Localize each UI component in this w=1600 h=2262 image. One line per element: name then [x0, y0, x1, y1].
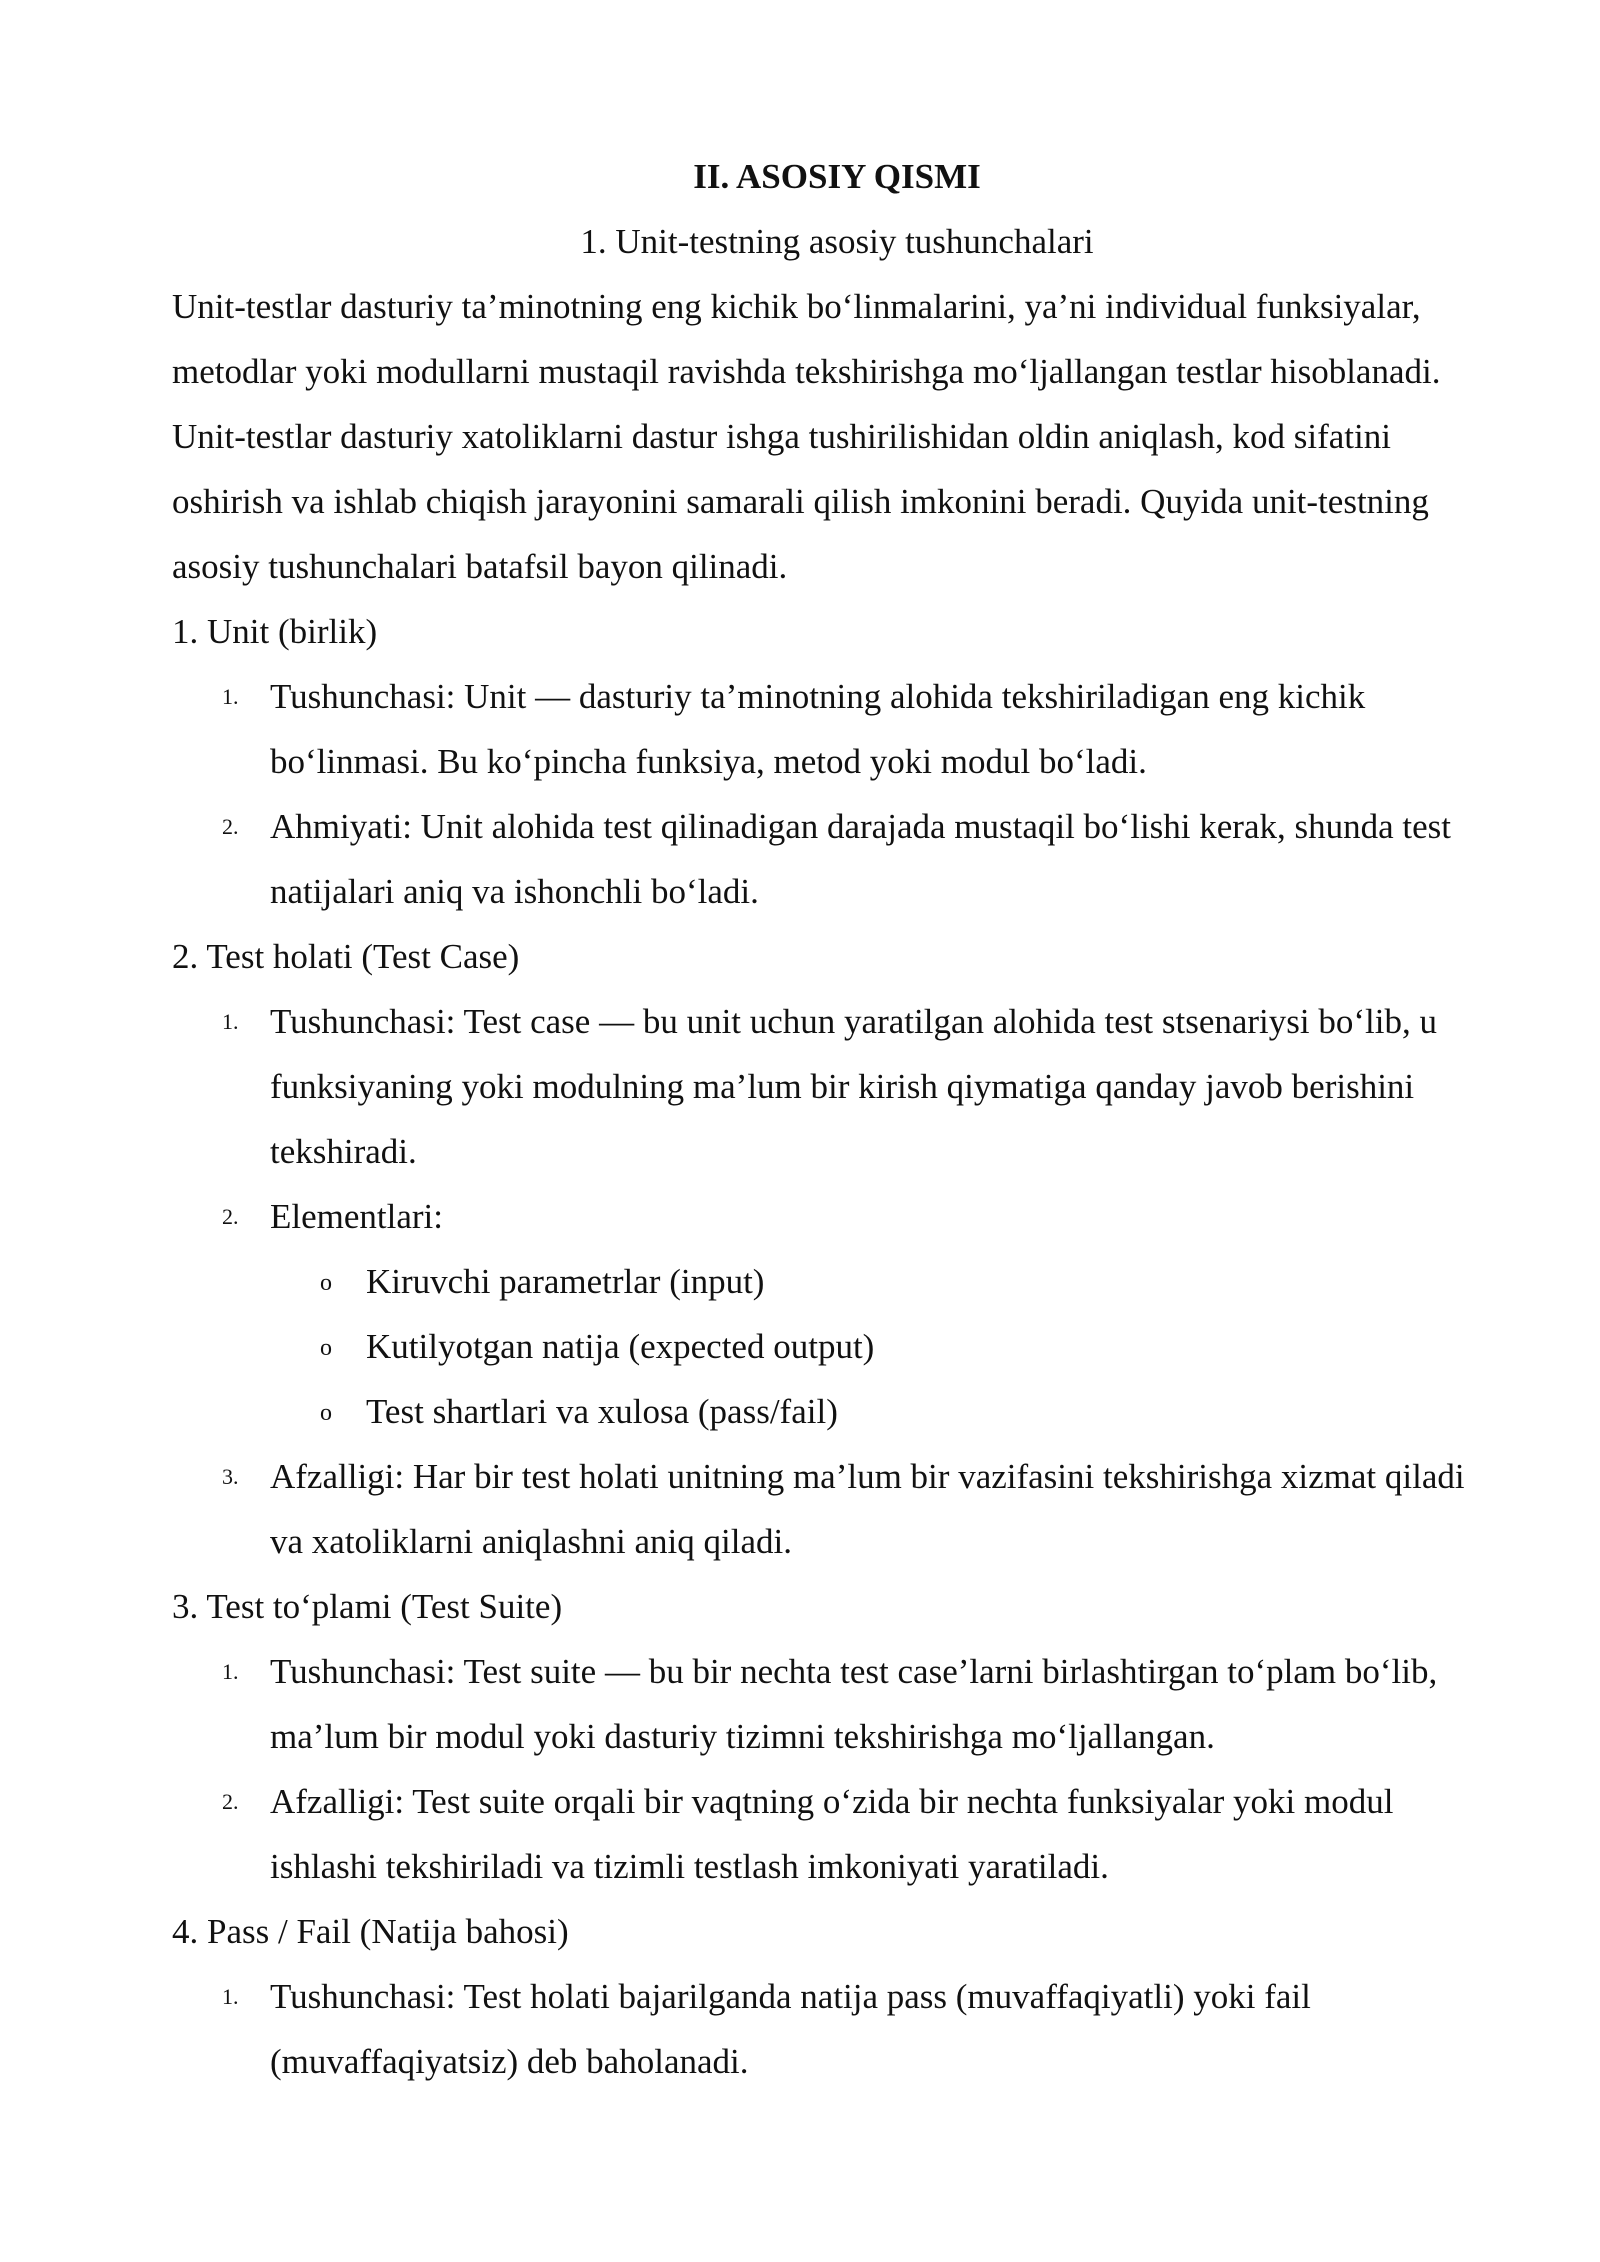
section-heading: 4. Pass / Fail (Natija bahosi) [172, 1912, 569, 1951]
section-heading: 3. Test to‘plami (Test Suite) [172, 1587, 563, 1626]
bullet-marker: o [320, 1400, 332, 1426]
section-heading: 2. Test holati (Test Case) [172, 937, 520, 976]
list-item [172, 1964, 1502, 2094]
list-item-text: Tushunchasi: Unit — dasturiy ta’minotning alohida tekshiriladigan eng kichik bo‘linmasi. Bu ko‘pincha funksiya, metod yoki modul bo‘ladi. [270, 677, 1366, 781]
sub-list-item [172, 1249, 1502, 1314]
sub-list-item-text: Kiruvchi parametrlar (input) [366, 1262, 765, 1301]
list-item [172, 1639, 1502, 1769]
list-item [172, 989, 1502, 1184]
section-test-suite [172, 1574, 1502, 1899]
section-heading: 1. Unit (birlik) [172, 612, 378, 651]
list-number: 1. [222, 1659, 239, 1684]
list-item [172, 664, 1502, 794]
list-item [172, 1769, 1502, 1899]
list-item [172, 1184, 1502, 1249]
sub-list-item-text: Kutilyotgan natija (expected output) [366, 1327, 875, 1366]
list-item-text: Tushunchasi: Test holati bajarilganda natija pass (muvaffaqiyatli) yoki fail (muvaffaqiyatsiz) deb baholanadi. [270, 1977, 1311, 2081]
list-number: 2. [222, 814, 239, 839]
list-item-text: Tushunchasi: Test case — bu unit uchun yaratilgan alohida test stsenariysi bo‘lib, u funksiyaning yoki modulning ma’lum bir kirish qiymatiga qanday javob berishini tekshiradi. [270, 1002, 1437, 1171]
chapter-title: II. ASOSIY QISMI [693, 157, 981, 196]
bullet-marker: o [320, 1335, 332, 1361]
list-number: 1. [222, 1009, 239, 1034]
list-number: 2. [222, 1204, 239, 1229]
bullet-marker: o [320, 1270, 332, 1296]
list-number: 3. [222, 1464, 239, 1489]
list-number: 1. [222, 1984, 239, 2009]
sub-list-item [172, 1314, 1502, 1379]
list-item-text: Tushunchasi: Test suite — bu bir nechta test case’larni birlashtirgan to‘plam bo‘lib, ma’lum bir modul yoki dasturiy tizimni tekshirishga mo‘ljallangan. [270, 1652, 1438, 1756]
section-test-case [172, 924, 1502, 1574]
list-item-text: Elementlari: [270, 1197, 443, 1236]
sub-list-item-text: Test shartlari va xulosa (pass/fail) [366, 1392, 838, 1431]
sub-list-item [172, 1379, 1502, 1444]
list-number: 2. [222, 1789, 239, 1814]
list-item-text: Ahmiyati: Unit alohida test qilinadigan darajada mustaqil bo‘lishi kerak, shunda test natijalari aniq va ishonchli bo‘ladi. [270, 807, 1451, 911]
section-pass-fail [172, 1899, 1502, 2094]
list-item [172, 1444, 1502, 1574]
document-body [172, 144, 1502, 2094]
list-number: 1. [222, 684, 239, 709]
list-item [172, 794, 1502, 924]
list-item-text: Afzalligi: Test suite orqali bir vaqtning o‘zida bir nechta funksiyalar yoki modul ishlashi tekshiriladi va tizimli testlash imkoniyati yaratiladi. [270, 1782, 1394, 1886]
list-item-text: Afzalligi: Har bir test holati unitning ma’lum bir vazifasini tekshirishga xizmat qiladi va xatoliklarni aniqlashni aniq qiladi. [270, 1457, 1465, 1561]
section-subtitle: 1. Unit-testning asosiy tushunchalari [580, 222, 1094, 261]
section-unit [172, 599, 1502, 924]
intro-paragraph: Unit-testlar dasturiy ta’minotning eng kichik bo‘linmalarini, ya’ni individual funksiyalar, metodlar yoki modullarni mustaqil ravishda tekshirishga mo‘ljallangan testlar hisoblanadi. Unit-testlar dasturiy xatoliklarni dastur ishga tushirilishidan oldin aniqlash, kod sifatini oshirish va ishlab chiqish jarayonini samarali qilish imkonini beradi. Quyida unit-testning asosiy tushunchalari batafsil bayon qilinadi. [172, 287, 1441, 586]
